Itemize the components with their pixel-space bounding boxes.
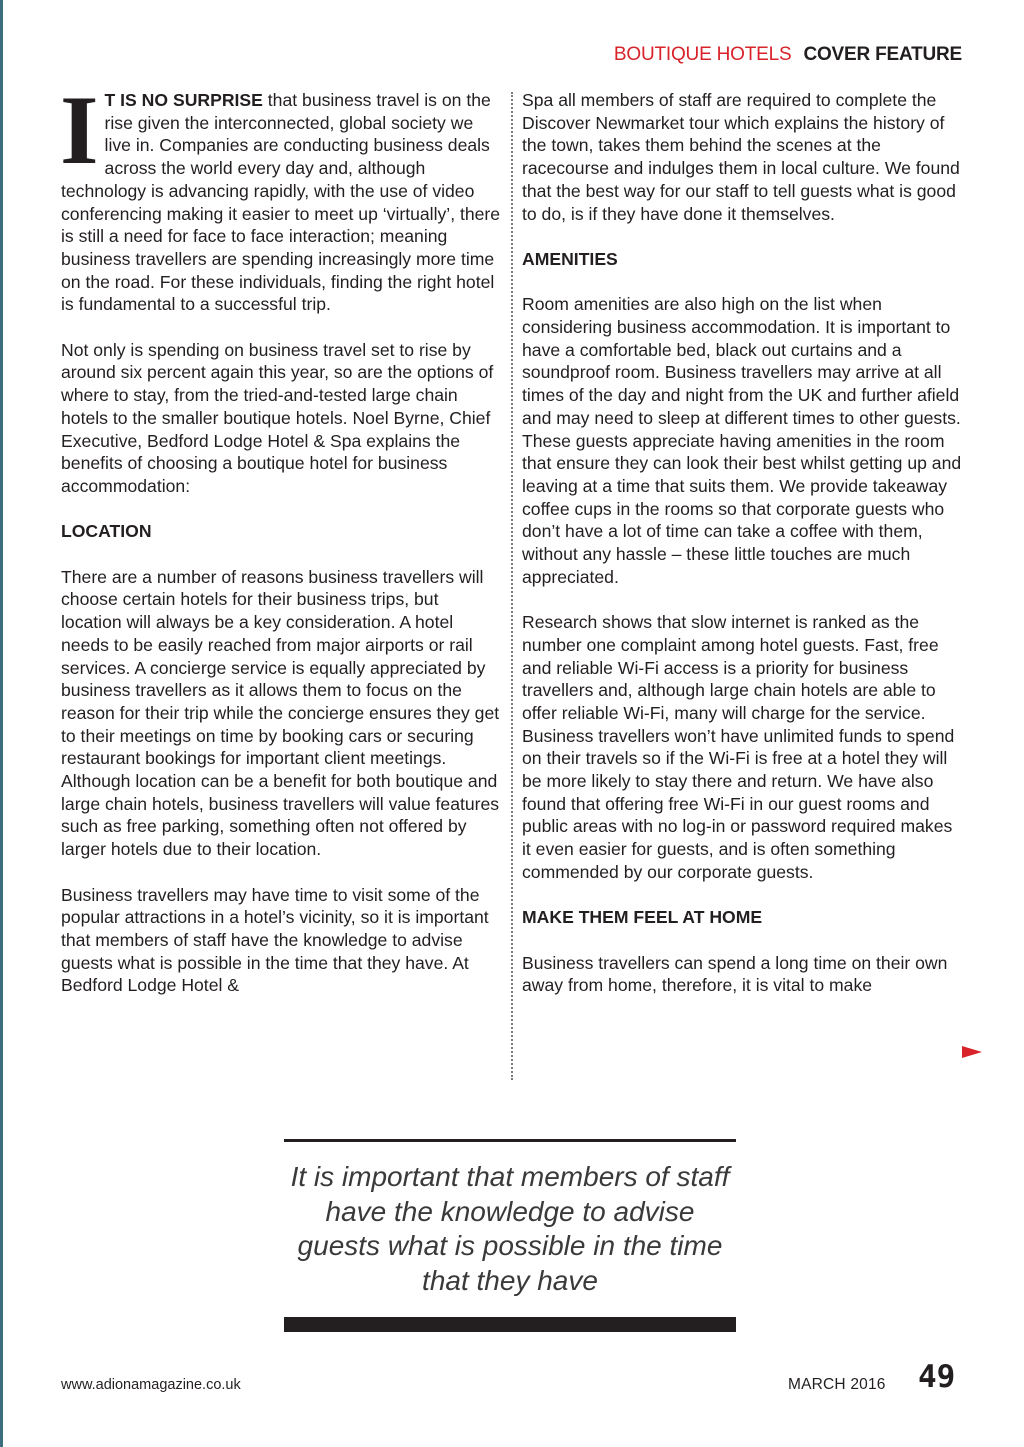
location-paragraph-2-start: Business travellers may have time to visit some of the popular attractions in a hotel’s vicinity, so it is important that members of staff have the knowledge to advise guests what is possible in the time that they have. At Bedford Lodge Hotel & bbox=[61, 884, 489, 996]
pull-quote bbox=[284, 1139, 736, 1332]
continue-arrow-icon bbox=[962, 1046, 982, 1058]
amenities-paragraph-2: Research shows that slow internet is ranked as the number one complaint among hotel guests. Fast, free and reliable Wi-Fi access is a priority for business travellers and, although large chain hotels are able to offer reliable Wi-Fi, many will charge for the service. Business travellers won’t have unlimited funds to spend on their travels so if the Wi-Fi is free at a hotel they will be more likely to stay there and return. We have also found that offering free Wi-Fi in our guest rooms and public areas with no log-in or password required makes it even easier for guests, and is often something commended by our corporate guests. bbox=[522, 612, 955, 882]
footer-date: MARCH 2016 bbox=[788, 1376, 886, 1393]
heading-feel-at-home: MAKE THEM FEEL AT HOME bbox=[522, 907, 763, 928]
amenities-paragraph-1: Room amenities are also high on the list when considering business accommodation. It is important to have a comfortable bed, black out curtains and a soundproof room. Business travellers may arrive at all times of the day and night from the UK and further afield and may need to sleep at different times to other guests. These guests appreciate having amenities in the room that ensure they can look their best whilst getting up and leaving at a time that suits them. We provide takeaway coffee cups in the rooms so that corporate guests who don’t have a lot of time can take a coffee with them, without any hassle – these little touches are much appreciated. bbox=[522, 294, 962, 587]
pull-quote-text: It is important that members of staff have the knowledge to advise guests what is possible in the time that they have bbox=[290, 1161, 730, 1296]
location-paragraph-2-end: Spa all members of staff are required to complete the Discover Newmarket tour which explains the history of the town, takes them behind the scenes at the racecourse and indulges them in local culture. We found that the best way for our staff to tell guests what is good to do, is if they have done it themselves. bbox=[522, 90, 960, 224]
home-paragraph: Business travellers can spend a long time on their own away from home, therefore, it is vital to make bbox=[522, 952, 948, 996]
article-column-left bbox=[60, 76, 503, 1020]
intro-text: that business travel is on the rise given the interconnected, global society we live in. Companies are conducting business deals across the world every day and, although technology is advancing rapidly, with the use of video conferencing making it easier to meet up ‘virtually’, there is still a need for face to face interaction; meaning business travellers are spending increasingly more time on the road. For these individuals, finding the right hotel is fundamental to a successful trip. bbox=[61, 90, 501, 315]
page-edge-rule bbox=[0, 0, 3, 1447]
pull-quote-rule-top bbox=[284, 1139, 736, 1142]
drop-cap: I bbox=[60, 76, 99, 185]
article-column-right bbox=[522, 89, 964, 1020]
feature-label: COVER FEATURE bbox=[803, 44, 962, 65]
column-divider bbox=[511, 92, 513, 1080]
running-header bbox=[614, 44, 962, 66]
section-label: BOUTIQUE HOTELS bbox=[613, 44, 792, 65]
page-number: 49 bbox=[918, 1359, 956, 1395]
location-paragraph-1: There are a number of reasons business travellers will choose certain hotels for their business trips, but location will always be a key consideration. A hotel needs to be easily reached from major airports or rail services. A concierge service is equally appreciated by business travellers as it allows them to focus on the reason for their trip while the concierge ensures they get to their meetings on time by booking cars or securing restaurant bookings for important client meetings. Although location can be a benefit for both boutique and large chain hotels, business travellers will value features such as free parking, something often not offered by larger hotels due to their location. bbox=[61, 566, 500, 860]
lead-in: T IS NO SURPRISE bbox=[104, 90, 263, 110]
intro-paragraph-2: Not only is spending on business travel set to rise by around six percent again this year, so are the options of where to stay, from the tried-and-tested large chain hotels to the smaller boutique hotels. Noel Byrne, Chief Executive, Bedford Lodge Hotel & Spa explains the benefits of choosing a boutique hotel for business accommodation: bbox=[61, 339, 494, 496]
pull-quote-rule-bottom bbox=[284, 1317, 736, 1332]
intro-paragraph bbox=[60, 76, 503, 316]
heading-location: LOCATION bbox=[61, 521, 152, 542]
heading-amenities: AMENITIES bbox=[522, 248, 618, 269]
footer-url-link[interactable]: www.adionamagazine.co.uk bbox=[61, 1377, 241, 1393]
